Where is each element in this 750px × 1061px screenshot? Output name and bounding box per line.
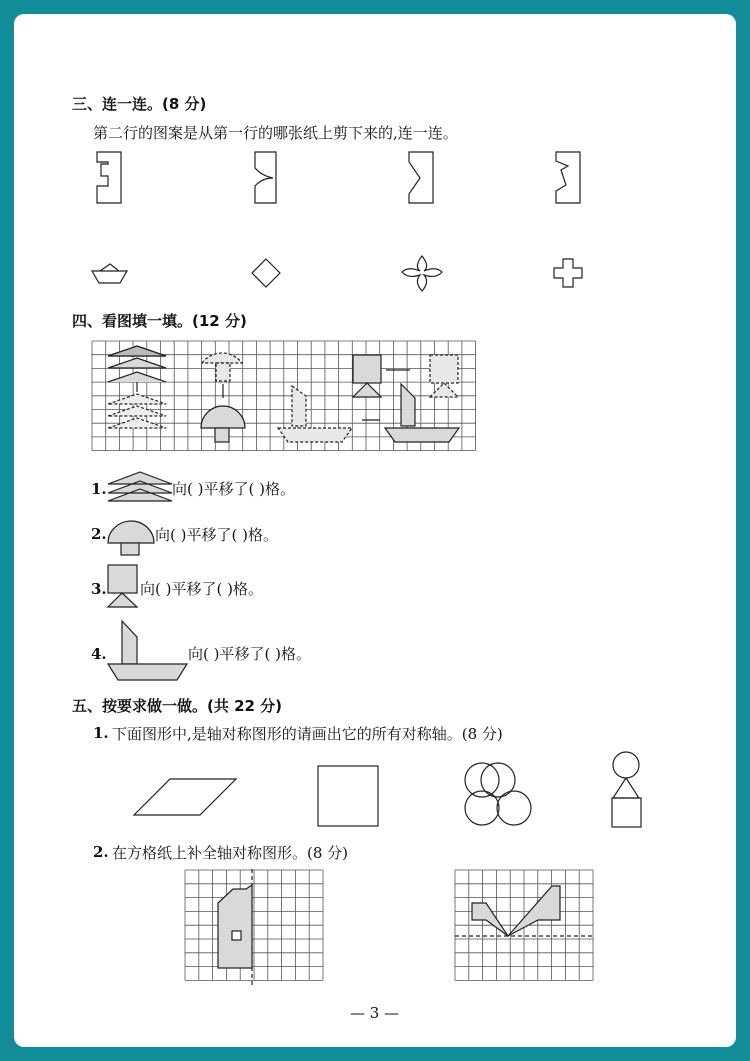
- q1-number: 1.: [91, 480, 107, 498]
- section3-title: 三、连一连。(8 分): [72, 95, 207, 113]
- s5q2-text: 在方格纸上补全轴对称图形。(8 分): [112, 844, 349, 862]
- q3-text: 向( )平移了( )格。: [140, 580, 263, 598]
- q4-number: 4.: [91, 645, 107, 663]
- section5-title: 五、按要求做一做。(共 22 分): [72, 697, 283, 715]
- section3-instruction: 第二行的图案是从第一行的哪张纸上剪下来的,连一连。: [93, 124, 458, 142]
- s5q1-text: 下面图形中,是轴对称图形的请画出它的所有对称轴。(8 分): [112, 725, 503, 743]
- s5q1-number: 1.: [93, 724, 109, 742]
- page-number: — 3 —: [350, 1004, 400, 1022]
- q1-text: 向( )平移了( )格。: [172, 480, 295, 498]
- s5q2-number: 2.: [93, 843, 109, 861]
- q2-text: 向( )平移了( )格。: [155, 526, 278, 544]
- q3-number: 3.: [91, 580, 107, 598]
- section4-title: 四、看图填一填。(12 分): [72, 312, 247, 330]
- q4-text: 向( )平移了( )格。: [188, 645, 311, 663]
- q2-number: 2.: [91, 525, 107, 543]
